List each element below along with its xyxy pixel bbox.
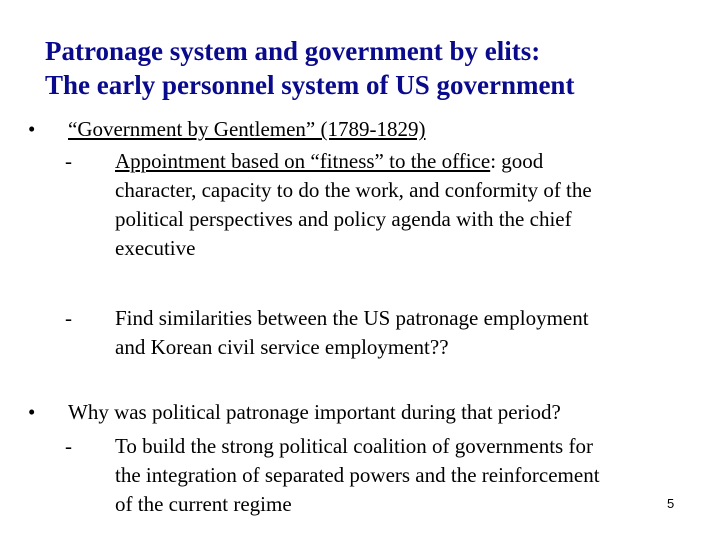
bullet-2-text: Why was political patronage important during that period? xyxy=(68,400,561,424)
sub-line: To build the strong political coalition of governments for xyxy=(115,434,593,458)
bullet-marker: • xyxy=(28,117,36,141)
sub-text xyxy=(115,304,675,362)
sub-line: of the current regime xyxy=(115,492,292,516)
sub-line: political perspectives and policy agenda with the chief xyxy=(115,207,572,231)
bullet-1-text: “Government by Gentlemen” (1789-1829) xyxy=(68,117,426,141)
title-line-1: Patronage system and government by elits: xyxy=(45,36,541,66)
sub-text xyxy=(115,147,675,263)
sub-line: and Korean civil service employment?? xyxy=(115,335,449,359)
sub-underlined-text: Appointment based on “fitness” to the office xyxy=(115,149,491,173)
bullet-1 xyxy=(28,115,425,143)
bullet-marker: • xyxy=(28,400,36,424)
sub-marker: - xyxy=(65,306,72,330)
sub-line: Find similarities between the US patronage employment xyxy=(115,306,589,330)
slide-title xyxy=(45,34,705,102)
sub-line: character, capacity to do the work, and conformity of the xyxy=(115,178,592,202)
bullet-2 xyxy=(28,398,561,426)
slide-number: 5 xyxy=(667,496,675,511)
sub-text xyxy=(115,432,675,519)
sub-line xyxy=(115,147,675,176)
title-line-2: The early personnel system of US government xyxy=(45,70,575,100)
sub-marker: - xyxy=(65,434,72,458)
sub-marker: - xyxy=(65,149,72,173)
sub-line-rest: : good xyxy=(490,149,544,173)
sub-line: the integration of separated powers and the reinforcement xyxy=(115,463,600,487)
sub-line: executive xyxy=(115,236,196,260)
